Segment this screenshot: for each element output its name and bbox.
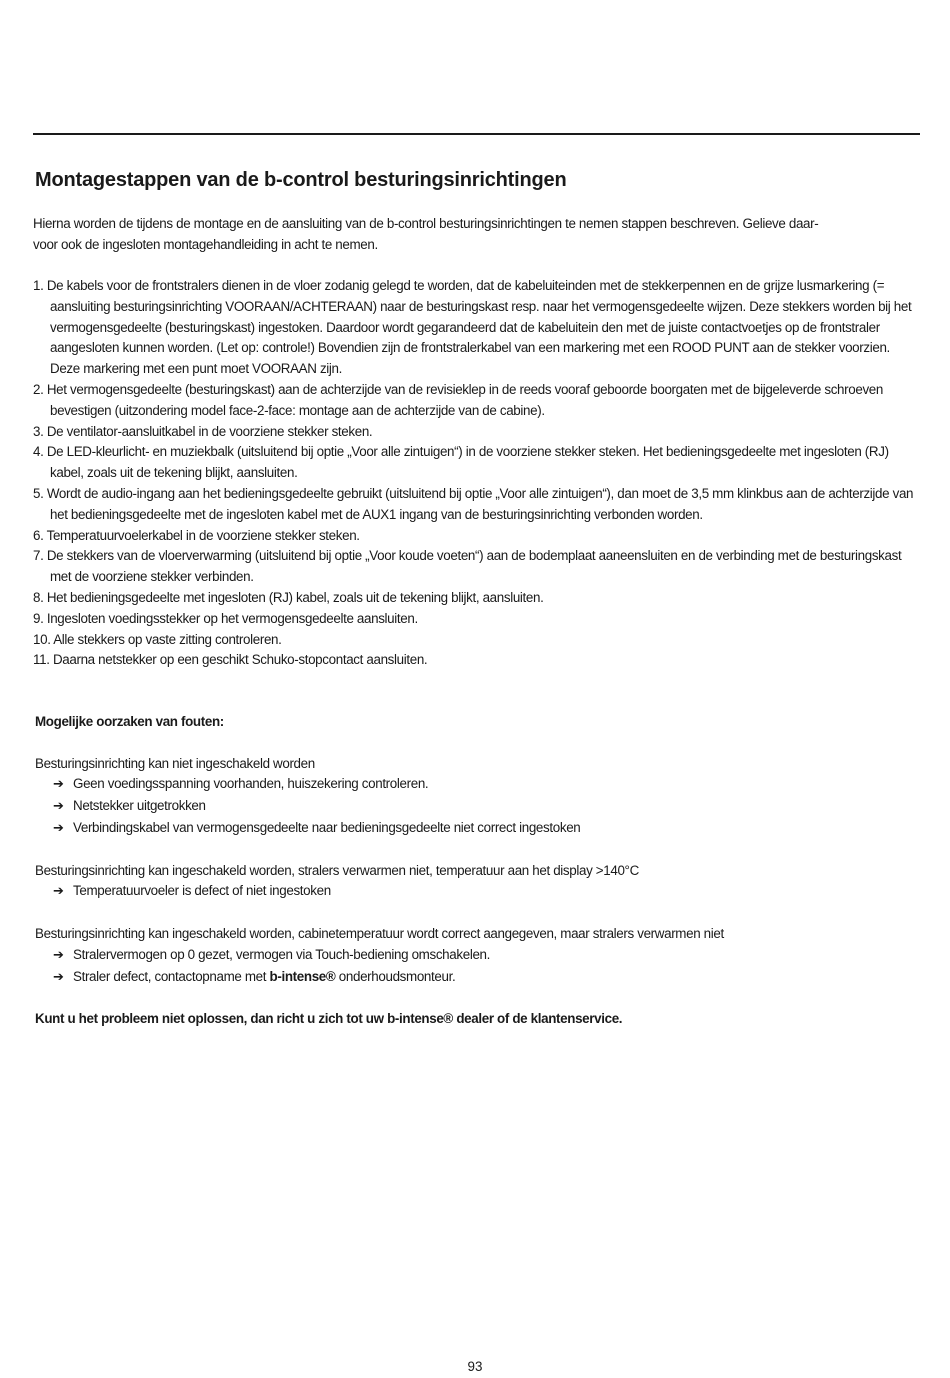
fault-block <box>35 754 915 840</box>
arrow-right-icon: ➔ <box>53 799 64 815</box>
step-item: 7. De stekkers van de vloerverwarming (uitsluitend bij optie „Voor koude voeten“) aan de bodemplaat aaneensluiten en de verbinding met de besturingskast met de voorziene stekker verbinden. <box>33 548 902 585</box>
intro-line-1: Hierna worden de tijdens de montage en de aansluiting van de b-control besturingsinrichtingen te nemen stappen beschreven. Gelieve daar- <box>33 216 819 231</box>
step-item: 10. Alle stekkers op vaste zitting controleren. <box>33 631 282 647</box>
step-item: 5. Wordt de audio-ingang aan het bedieningsgedeelte gebruikt (uitsluitend bij optie „Voor alle zintuigen“), dan moet de 3,5 mm klinkbus aan de achterzijde van het bedieningsgedeelte met de ingesloten kabel met de AUX1 ingang van de besturingsinrichting verbonden worden. <box>33 485 914 522</box>
page-number: 93 <box>467 1359 483 1374</box>
arrow-right-icon: ➔ <box>53 947 64 963</box>
step-item: 9. Ingesloten voedingsstekker op het vermogensgedeelte aansluiten. <box>33 610 418 626</box>
intro-line-2: voor ook de ingesloten montagehandleiding in acht te nemen. <box>33 237 378 252</box>
step-item: 11. Daarna netstekker op een geschikt Schuko-stopcontact aansluiten. <box>33 652 428 668</box>
step-item: 6. Temperatuurvoelerkabel in de voorziene stekker steken. <box>33 527 360 543</box>
closing-note: Kunt u het probleem niet oplossen, dan richt u zich tot uw b-intense® dealer of de klantenservice. <box>35 1011 623 1027</box>
fault-problem: Besturingsinrichting kan ingeschakeld worden, stralers verwarmen niet, temperatuur aan het display >140°C <box>35 862 639 878</box>
fault-remedy: ➔ Stralervermogen op 0 gezet, vermogen via Touch-bediening omschakelen. <box>35 945 915 967</box>
fault-remedy: ➔ Geen voedingsspanning voorhanden, huiszekering controleren. <box>35 774 915 796</box>
step-item: 2. Het vermogensgedeelte (besturingskast) aan de achterzijde van de revisieklep in de reeds vooraf geboorde boorgaten met de bijgeleverde schroeven bevestigen (uitzondering model face-2-face: montage aan de achterzijde van de cabine). <box>33 381 883 418</box>
arrow-right-icon: ➔ <box>53 777 64 793</box>
step-item: 3. De ventilator-aansluitkabel in de voorziene stekker steken. <box>33 423 373 439</box>
fault-problem: Besturingsinrichting kan niet ingeschakeld worden <box>35 755 315 771</box>
fault-block <box>35 924 915 988</box>
step-item: 8. Het bedieningsgedeelte met ingesloten (RJ) kabel, zoals uit de tekening blijkt, aansluiten. <box>33 589 544 605</box>
intro-paragraph <box>33 213 918 255</box>
page-title: Montagestappen van de b-control besturingsinrichtingen <box>35 169 567 191</box>
arrow-right-icon: ➔ <box>53 969 64 985</box>
arrow-right-icon: ➔ <box>53 820 64 836</box>
step-item: 4. De LED-kleurlicht- en muziekbalk (uitsluitend bij optie „Voor alle zintuigen“) in de voorziene stekker steken. Het bedieningsgedeelte met ingesloten (RJ) kabel, zoals uit de tekening blijkt, aansluiten. <box>33 444 889 481</box>
brand-name: b-intense® <box>269 968 336 984</box>
fault-remedy: ➔ Temperatuurvoeler is defect of niet ingestoken <box>35 881 915 903</box>
arrow-right-icon: ➔ <box>53 884 64 900</box>
fault-remedy: ➔ Straler defect, contactopname met b-intense® onderhoudsmonteur. <box>35 967 915 989</box>
troubleshooting-section <box>35 712 915 1030</box>
fault-remedy: ➔ Verbindingskabel van vermogensgedeelte naar bedieningsgedeelte niet correct ingestoken <box>35 818 915 840</box>
step-item: 1. De kabels voor de frontstralers dienen in de vloer zodanig gelegd te worden, dat de kabeluiteinden met de stekkerpennen en de grijze lusmarkering (= aansluiting besturingsinrichting VOORAAN/ACHTERAAN) naar de besturingskast resp. naar het vermogensgedeelte wijzen. Deze stekkers worden bij het vermogensgedeelte (besturingskast) ingestoken. Daardoor wordt gegarandeerd dat de kabeluitein den met de juiste contactvoetjes op de frontstraler aangesloten kunnen worden. (Let op: controle!) Bovendien zijn de frontstralerkabel van een markering met een ROOD PUNT aan de stekker voorzien. Deze markering met een punt moet VOORAAN zijn. <box>33 278 912 377</box>
fault-problem: Besturingsinrichting kan ingeschakeld worden, cabinetemperatuur wordt correct aangegeven, maar stralers verwarmen niet <box>35 925 724 941</box>
fault-remedy: ➔ Netstekker uitgetrokken <box>35 796 915 818</box>
troubleshooting-heading: Mogelijke oorzaken van fouten: <box>35 714 224 729</box>
assembly-steps-list <box>33 276 918 671</box>
fault-block <box>35 861 915 904</box>
top-divider <box>33 133 920 135</box>
